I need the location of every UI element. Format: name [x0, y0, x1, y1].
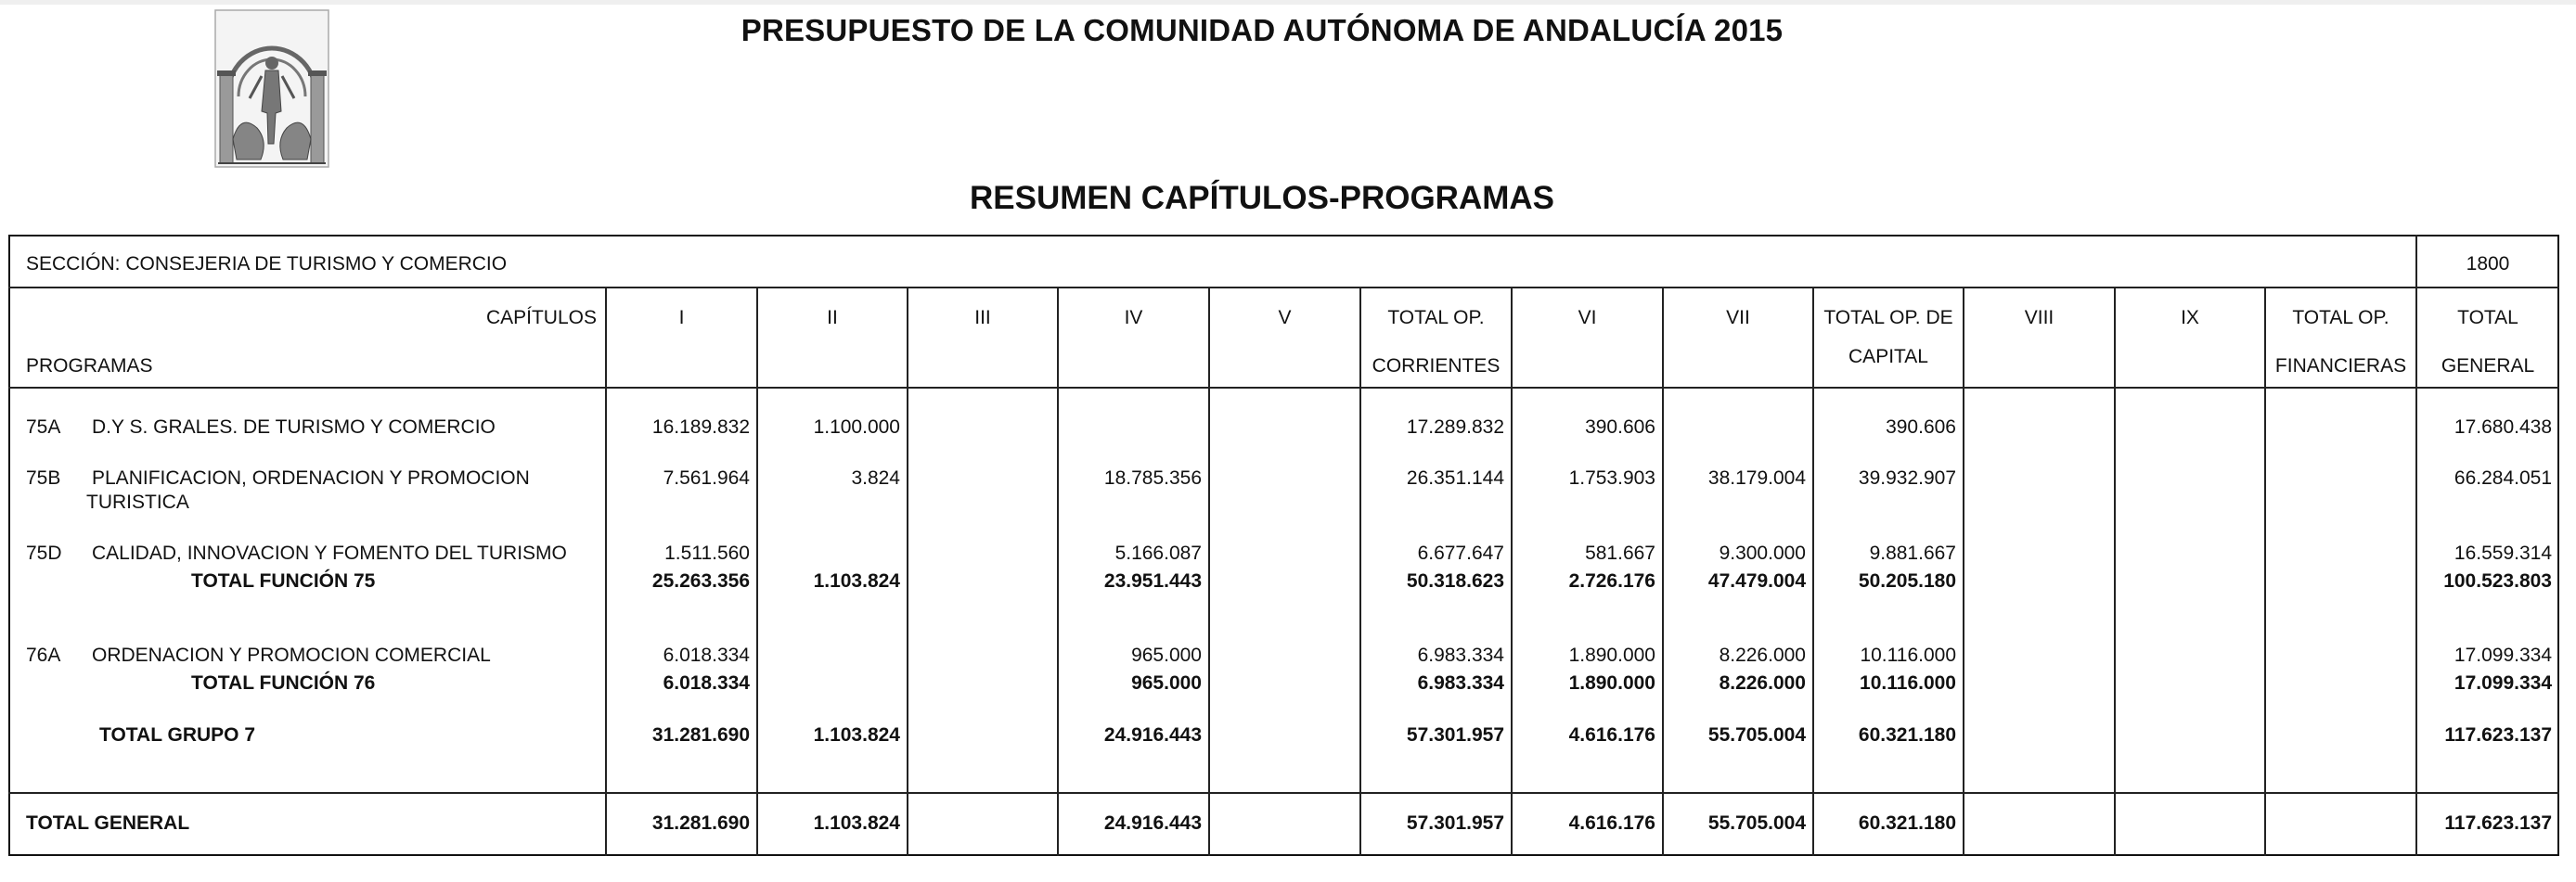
column-header: VIII — [2024, 307, 2054, 328]
amount-cell: 1.100.000 — [813, 416, 900, 438]
amount-cell: 7.561.964 — [663, 467, 750, 489]
amount-cell: 17.680.438 — [2454, 416, 2552, 438]
header-capitulos: CAPÍTULOS — [485, 307, 597, 328]
amount-cell: 1.103.824 — [813, 724, 900, 746]
total-general-divider — [8, 792, 2559, 794]
program-name: PLANIFICACION, ORDENACION Y PROMOCION — [92, 467, 530, 489]
section-label: SECCIÓN: CONSEJERIA DE TURISMO Y COMERCIO — [26, 253, 508, 275]
column-divider — [1963, 288, 1964, 856]
amount-cell: 23.951.443 — [1103, 570, 1202, 592]
column-header: III — [974, 307, 991, 328]
amount-cell: 5.166.087 — [1114, 543, 1202, 564]
amount-cell: 60.321.180 — [1858, 724, 1956, 746]
top-border-strip — [0, 0, 2576, 5]
amount-cell: 55.705.004 — [1707, 724, 1806, 746]
amount-cell: 390.606 — [1585, 416, 1655, 438]
program-code: 75B — [26, 467, 61, 489]
page-title: PRESUPUESTO DE LA COMUNIDAD AUTÓNOMA DE ANDALUCÍA 2015 — [741, 13, 1784, 47]
amount-cell: 9.300.000 — [1719, 543, 1806, 564]
total-general-amount: 31.281.690 — [651, 812, 750, 834]
amount-cell: 9.881.667 — [1869, 543, 1956, 564]
column-header: V — [1278, 307, 1292, 328]
total-general-amount: 57.301.957 — [1406, 812, 1504, 834]
amount-cell: 6.983.334 — [1417, 672, 1504, 694]
program-name: CALIDAD, INNOVACION Y FOMENTO DEL TURISMO — [92, 543, 567, 564]
column-header: TOTAL OP. — [2292, 307, 2389, 328]
amount-cell: 4.616.176 — [1568, 724, 1655, 746]
amount-cell: 965.000 — [1131, 672, 1202, 694]
total-general-amount: 1.103.824 — [813, 812, 900, 834]
program-name: D.Y S. GRALES. DE TURISMO Y COMERCIO — [92, 416, 496, 438]
total-general-amount: 24.916.443 — [1103, 812, 1202, 834]
amount-cell: 17.099.334 — [2454, 672, 2552, 694]
subtotal-label: TOTAL GRUPO 7 — [99, 724, 256, 746]
column-divider — [1208, 288, 1210, 856]
column-header-line2: CORRIENTES — [1372, 355, 1501, 377]
column-header: IV — [1124, 307, 1143, 328]
program-code: 75A — [26, 416, 61, 438]
amount-cell: 3.824 — [851, 467, 900, 489]
column-divider — [907, 288, 908, 856]
amount-cell: 965.000 — [1131, 645, 1202, 666]
amount-cell: 66.284.051 — [2454, 467, 2552, 489]
amount-cell: 24.916.443 — [1103, 724, 1202, 746]
report-subtitle: RESUMEN CAPÍTULOS-PROGRAMAS — [969, 180, 1555, 216]
amount-cell: 26.351.144 — [1406, 467, 1504, 489]
amount-cell: 16.559.314 — [2454, 543, 2552, 564]
amount-cell: 57.301.957 — [1406, 724, 1504, 746]
amount-cell: 1.890.000 — [1568, 672, 1655, 694]
column-header: TOTAL OP. DE — [1823, 307, 1953, 328]
section-code: 1800 — [2466, 253, 2510, 275]
amount-cell: 6.983.334 — [1417, 645, 1504, 666]
amount-cell: 6.677.647 — [1417, 543, 1504, 564]
total-general-amount: 55.705.004 — [1707, 812, 1806, 834]
program-code: 76A — [26, 645, 61, 666]
subtotal-label: TOTAL FUNCIÓN 75 — [191, 570, 376, 592]
amount-cell: 39.932.907 — [1858, 467, 1956, 489]
amount-cell: 2.726.176 — [1568, 570, 1655, 592]
amount-cell: 50.205.180 — [1858, 570, 1956, 592]
column-header: VII — [1726, 307, 1750, 328]
column-header: VI — [1578, 307, 1597, 328]
amount-cell: 16.189.832 — [651, 416, 750, 438]
column-header-line2: GENERAL — [2441, 355, 2535, 377]
amount-cell: 50.318.623 — [1406, 570, 1504, 592]
amount-cell: 31.281.690 — [651, 724, 750, 746]
header-divider — [8, 387, 2559, 389]
amount-cell: 1.753.903 — [1568, 467, 1655, 489]
column-header: TOTAL OP. — [1387, 307, 1485, 328]
column-divider — [2114, 288, 2116, 856]
amount-cell: 100.523.803 — [2443, 570, 2552, 592]
total-general-amount: 117.623.137 — [2444, 812, 2552, 834]
section-divider — [8, 287, 2559, 288]
total-general-amount: 60.321.180 — [1858, 812, 1956, 834]
amount-cell: 10.116.000 — [1860, 672, 1956, 694]
amount-cell: 581.667 — [1585, 543, 1655, 564]
amount-cell: 390.606 — [1886, 416, 1956, 438]
subtotal-label: TOTAL FUNCIÓN 76 — [191, 672, 376, 694]
amount-cell: 38.179.004 — [1707, 467, 1806, 489]
program-code: 75D — [26, 543, 62, 564]
amount-cell: 6.018.334 — [663, 645, 750, 666]
amount-cell: 8.226.000 — [1719, 645, 1806, 666]
amount-cell: 8.226.000 — [1719, 672, 1806, 694]
amount-cell: 1.103.824 — [813, 570, 900, 592]
total-general-amount: 4.616.176 — [1568, 812, 1655, 834]
amount-cell: 1.890.000 — [1568, 645, 1655, 666]
amount-cell: 47.479.004 — [1707, 570, 1806, 592]
amount-cell: 10.116.000 — [1860, 645, 1956, 666]
column-header-line2: CAPITAL — [1848, 346, 1928, 367]
total-general-label: TOTAL GENERAL — [26, 812, 190, 834]
amount-cell: 6.018.334 — [663, 672, 750, 694]
program-name: ORDENACION Y PROMOCION COMERCIAL — [92, 645, 491, 666]
amount-cell: 25.263.356 — [651, 570, 750, 592]
program-name-line2: TURISTICA — [86, 492, 189, 513]
amount-cell: 1.511.560 — [664, 543, 750, 564]
column-header: TOTAL — [2457, 307, 2518, 328]
amount-cell: 18.785.356 — [1103, 467, 1202, 489]
column-header: I — [678, 307, 685, 328]
amount-cell: 117.623.137 — [2444, 724, 2552, 746]
amount-cell: 17.099.334 — [2454, 645, 2552, 666]
header-programas: PROGRAMAS — [26, 355, 153, 377]
column-header: II — [827, 307, 838, 328]
column-header: IX — [2181, 307, 2199, 328]
amount-cell: 17.289.832 — [1406, 416, 1504, 438]
column-header-line2: FINANCIERAS — [2274, 355, 2407, 377]
